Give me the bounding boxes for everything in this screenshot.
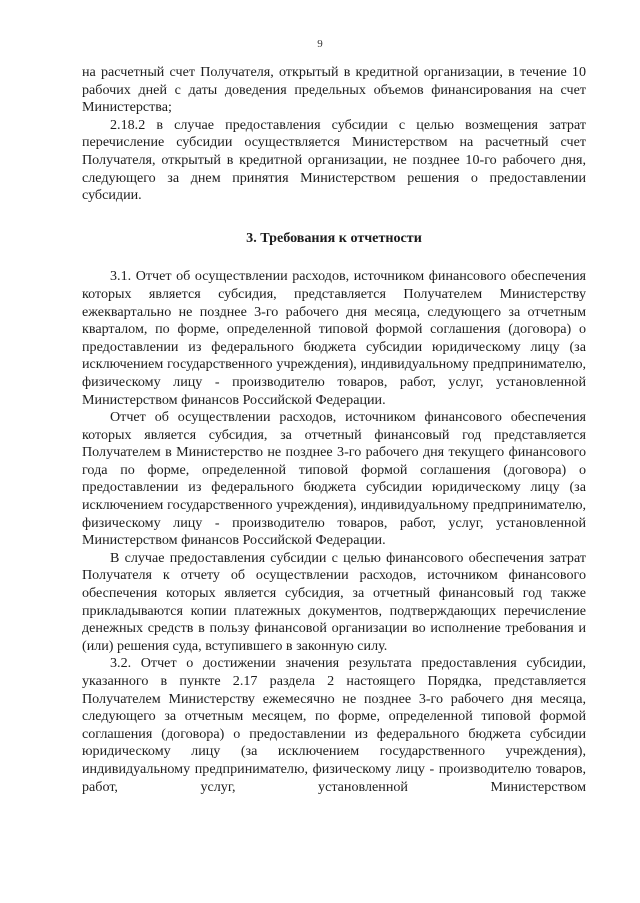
paragraph-annual-report: Отчет об осуществлении расходов, источником финансового обеспечения которых является субсидия, за отчетный финансовый год представляется Получателем в Министерство не позднее 3-го рабочего дня текущего финансового года по форме, определенной типовой формой соглашения (договора) о предоставлении из федерального бюджета субсидии юридическому лицу (за исключением государственного учреждения), индивидуальному предпринимателю, физическому лицу - производителю товаров, работ, услуг, установленной Министерством финансов Российской Федерации. bbox=[82, 409, 586, 549]
section-title: 3. Требования к отчетности bbox=[246, 229, 422, 246]
paragraph-continuation: на расчетный счет Получателя, открытый в кредитной организации, в течение 10 рабочих дней с даты доведения предельных объемов финансирования на счет Министерства; bbox=[82, 64, 586, 116]
paragraph-3-2: 3.2. Отчет о достижении значения результата предоставления субсидии, указанного в пункте 2.17 раздела 2 настоящего Порядка, представляется Получателем Министерству ежемесячно не позднее 3-го рабочего дня месяца, следующего за отчетным месяцем, по форме, определенной типовой формой соглашения (договора) о предоставлении из федерального бюджета субсидии юридическому лицу (за исключением государственного учреждения), индивидуальному предпринимателю, физическому лицу - производителю товаров, работ, услуг, установленной Министерством bbox=[82, 655, 586, 795]
document-body bbox=[82, 64, 586, 796]
page-number: 9 bbox=[317, 38, 323, 50]
paragraph-payment-documents: В случае предоставления субсидии с целью финансового обеспечения затрат Получателя к отчету об осуществлении расходов, источником финансового обеспечения которых является субсидия, за отчетный финансовый год также прикладываются копии платежных документов, подтверждающих перечисление денежных средств в пользу финансовой организации во исполнение требования и (или) решения суда, вступившего в законную силу. bbox=[82, 549, 586, 654]
paragraph-2-18-2: 2.18.2 в случае предоставления субсидии с целью возмещения затрат перечисление субсидии осуществляется Министерством на расчетный счет Получателя, открытый в кредитной организации, не позднее 10-го рабочего дня, следующего за днем принятия Министерством решения о предоставлении субсидии. bbox=[82, 116, 586, 204]
paragraph-3-1: 3.1. Отчет об осуществлении расходов, источником финансового обеспечения которых является субсидия, представляется Получателем Министерству ежеквартально не позднее 3-го рабочего дня месяца, следующего за отчетным кварталом, по форме, определенной типовой формой соглашения (договора) о предоставлении из федерального бюджета субсидии юридическому лицу (за исключением государственного учреждения), индивидуальному предпринимателю, физическому лицу - производителю товаров, работ, услуг, установленной Министерством финансов Российской Федерации. bbox=[82, 268, 586, 408]
